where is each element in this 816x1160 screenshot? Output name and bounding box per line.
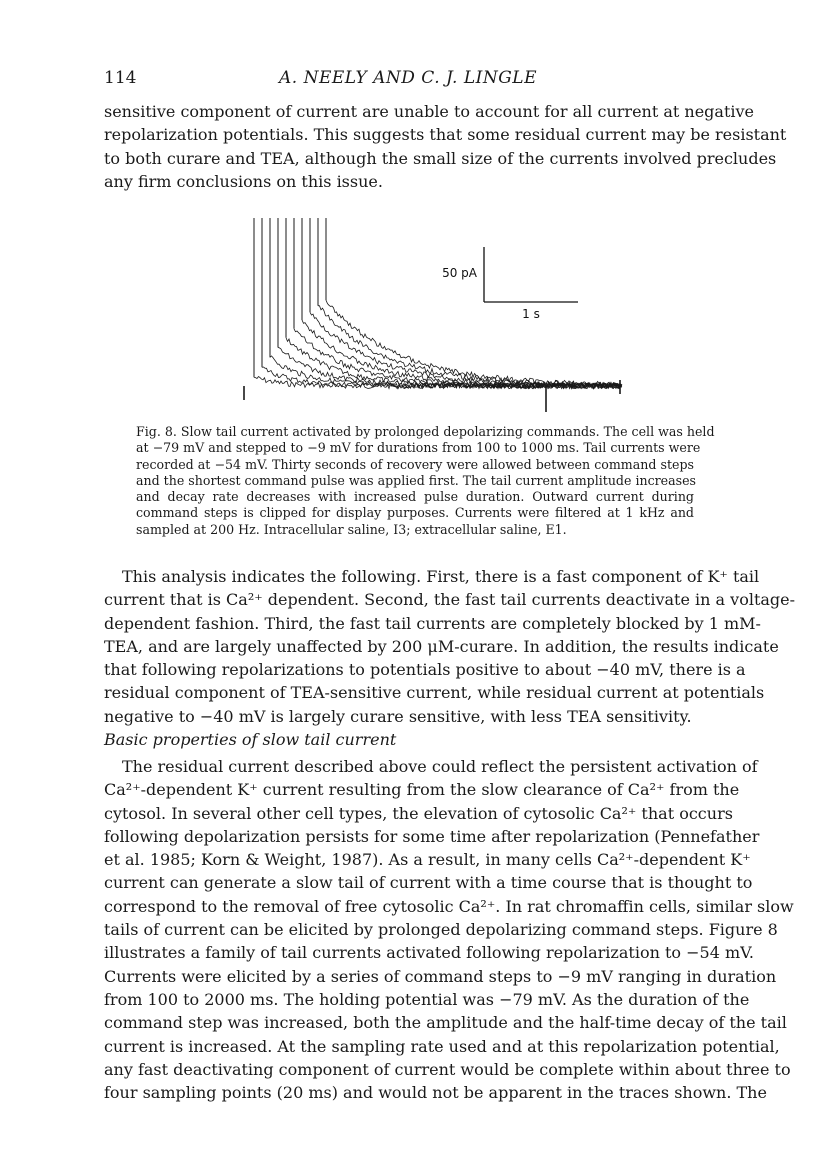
text-line: to both curare and TEA, although the small size of the currents involved precludes xyxy=(104,148,777,168)
page-number: 114 xyxy=(104,68,137,88)
text-line: any firm conclusions on this issue. xyxy=(104,171,383,191)
paragraph-residual-current xyxy=(104,100,787,193)
figure-8-caption xyxy=(136,424,715,538)
text-line: tails of current can be elicited by prolonged depolarizing command steps. Figure 8 xyxy=(104,920,778,940)
paragraph-slow-tail-current xyxy=(104,755,794,1104)
scale-bar xyxy=(442,247,578,321)
caption-line: and decay rate decreases with increased pulse duration. Outward current during xyxy=(136,489,694,505)
tail-current-trace xyxy=(278,348,622,389)
caption-line: and the shortest command pulse was applied first. The tail current amplitude increases xyxy=(136,472,696,488)
text-line: dependent fashion. Third, the fast tail currents are completely blocked by 1 mM- xyxy=(104,613,761,633)
running-head xyxy=(104,68,712,92)
caption-line: at −79 mV and stepped to −9 mV for durations from 100 to 1000 ms. Tail currents were xyxy=(136,440,701,456)
text-line: cytosol. In several other cell types, the elevation of cytosolic Ca²⁺ that occurs xyxy=(104,803,733,823)
text-line: four sampling points (20 ms) and would not be apparent in the traces shown. The xyxy=(104,1083,767,1103)
text-line: residual component of TEA-sensitive current, while residual current at potentials xyxy=(104,683,765,703)
text-line: This analysis indicates the following. First, there is a fast component of K⁺ tail xyxy=(122,567,760,586)
text-line: following depolarization persists for some time after repolarization (Pennefather xyxy=(104,826,760,846)
text-line: repolarization potentials. This suggests that some residual current may be resistant xyxy=(104,125,787,145)
text-line: current that is Ca²⁺ dependent. Second, the fast tail currents deactivate in a voltage- xyxy=(104,590,796,610)
current-traces xyxy=(244,218,622,412)
text-line: TEA, and are largely unaffected by 200 μM-curare. In addition, the results indicate xyxy=(104,636,779,656)
text-line: from 100 to 2000 ms. The holding potential was −79 mV. As the duration of the xyxy=(104,989,750,1009)
text-line: sensitive component of current are unable to account for all current at negative xyxy=(104,102,755,121)
caption-line: recorded at −54 mV. Thirty seconds of recovery were allowed between command steps xyxy=(136,456,694,472)
scale-bar-time-label: 1 s xyxy=(522,307,540,321)
text-line: negative to −40 mV is largely curare sensitive, with less TEA sensitivity. xyxy=(104,706,692,726)
caption-line: sampled at 200 Hz. Intracellular saline, I3; extracellular saline, E1. xyxy=(136,521,567,537)
text-line: current is increased. At the sampling rate used and at this repolarization potential, xyxy=(104,1036,780,1056)
tail-current-trace xyxy=(326,300,622,387)
text-line: correspond to the removal of free cytosolic Ca²⁺. In rat chromaffin cells, similar slow xyxy=(104,896,794,916)
caption-line: command steps is clipped for display purposes. Currents were filtered at 1 kHz and xyxy=(136,505,694,521)
section-heading: Basic properties of slow tail current xyxy=(104,730,397,749)
text-line: Ca²⁺-dependent K⁺ current resulting from the slow clearance of Ca²⁺ from the xyxy=(104,780,740,800)
running-head-authors: A. NEELY AND C. J. LINGLE xyxy=(279,68,537,88)
text-line: Currents were elicited by a series of command steps to −9 mV ranging in duration xyxy=(104,966,777,986)
caption-line: Fig. 8. Slow tail current activated by prolonged depolarizing commands. The cell was held xyxy=(136,424,715,439)
text-line: any fast deactivating component of current would be complete within about three to xyxy=(104,1059,791,1079)
text-line: The residual current described above could reflect the persistent activation of xyxy=(122,757,758,776)
text-line: that following repolarizations to potentials positive to about −40 mV, there is a xyxy=(104,660,746,680)
text-line: et al. 1985; Korn & Weight, 1987). As a result, in many cells Ca²⁺-dependent K⁺ xyxy=(104,850,751,870)
text-line: illustrates a family of tail currents activated following repolarization to −54 mV. xyxy=(104,943,754,963)
scale-bar-current-label: 50 pA xyxy=(442,266,477,280)
paragraph-analysis-summary xyxy=(104,565,796,728)
figure-8-tail-currents xyxy=(230,210,630,422)
text-line: current can generate a slow tail of current with a time course that is thought to xyxy=(104,873,753,893)
text-line: command step was increased, both the amplitude and the half-time decay of the tail xyxy=(104,1013,787,1033)
